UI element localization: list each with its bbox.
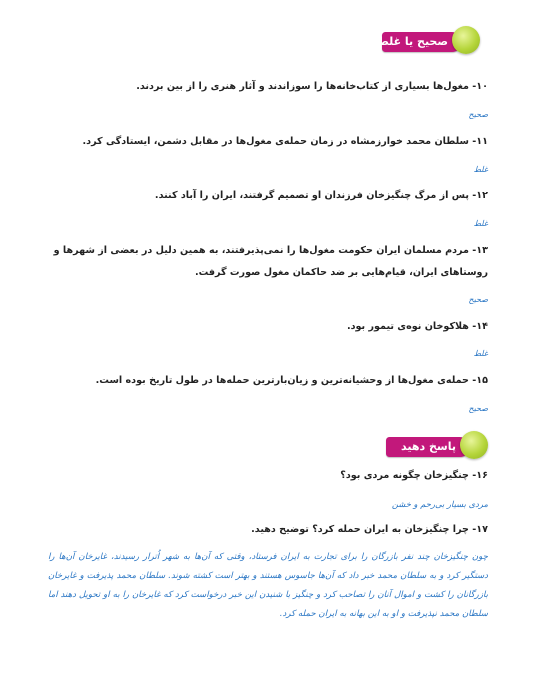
answer-14: غلط — [473, 349, 488, 358]
answer-10: صحیح — [468, 110, 488, 119]
question-12: ۱۲- پس از مرگ چنگیزخان فرزندان او تصمیم گرفتند، ایران را آباد کنند. — [154, 190, 488, 201]
question-16: ۱۶- چنگیزخان چگونه مردی بود؟ — [340, 470, 488, 481]
question-11: ۱۱- سلطان محمد خوارزمشاه در زمان حمله‌ی مغول‌ها در مقابل دشمن، ایستادگی کرد. — [82, 136, 488, 147]
answer-16: مردی بسیار بی‌رحم و خشن — [391, 499, 488, 509]
question-13: ۱۳- مردم مسلمان ایران حکومت مغول‌ها را نمی‌پذیرفتند، به همین دلیل در بعضی از شهرها و روستاهای ایران، قیام‌هایی بر ضد حاکمان مغول صورت گرفت. — [53, 245, 488, 278]
section-title: صحیح یا غلط — [382, 32, 462, 52]
question-15: ۱۵- حمله‌ی مغول‌ها از وحشیانه‌ترین و زیان‌بارترین حمله‌ها در طول تاریخ بوده است. — [95, 375, 488, 386]
section-header-true-false — [377, 26, 480, 56]
answer-17: چون چنگیزخان چند نفر بازرگان را برای تجارت به ایران فرستاد، وقتی که آن‌ها به شهر اُترار رسیدند، غایرخان آن‌ها را دستگیر کرد و به سلطان محمد خبر داد که آن‌ها جاسوس هستند و بهتر است کشته شوند. سلطان محمد پذیرفت و غایرخان بازرگانان را کشت و اموال آنان را تصاحب کرد و چنگیز با شنیدن این خبر درخواست کرد که غایرخان را به او تحویل دهند اما سلطان محمد نپذیرفت و او به این بهانه به ایران حمله کرد. — [48, 552, 488, 619]
question-10: ۱۰- مغول‌ها بسیاری از کتاب‌خانه‌ها را سوزاندند و آثار هنری را از بین بردند. — [136, 81, 488, 92]
answer-11: غلط — [473, 165, 488, 174]
section-header-answer — [380, 431, 488, 461]
section-title: پاسخ دهید — [386, 437, 470, 457]
green-circle-icon — [460, 431, 488, 459]
green-circle-icon — [452, 26, 480, 54]
answer-13: صحیح — [468, 295, 488, 304]
answer-12: غلط — [473, 219, 488, 228]
question-17: ۱۷- چرا چنگیزخان به ایران حمله کرد؟ توضیح دهید. — [251, 524, 488, 535]
answer-15: صحیح — [468, 404, 488, 413]
question-14: ۱۴- هلاکوخان نوه‌ی تیمور بود. — [346, 321, 488, 332]
